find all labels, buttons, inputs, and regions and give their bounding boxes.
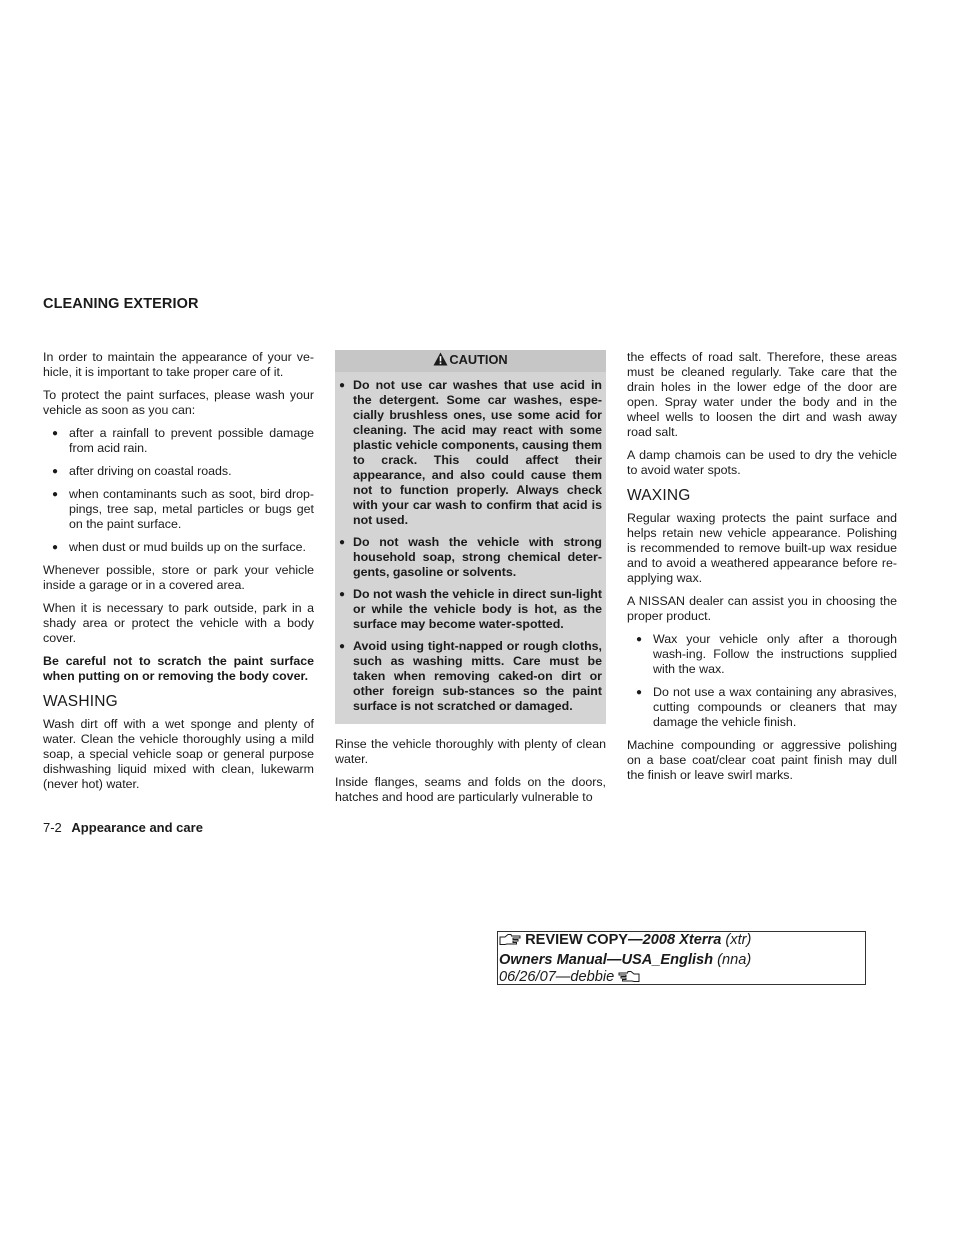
- review-copy-label: REVIEW COPY: [525, 932, 629, 948]
- list-item: ● Do not use a wax containing any abrasives, cutting compounds or cleaners that may damage the vehicle finish.: [636, 685, 897, 729]
- road-salt-paragraph: the effects of road salt. Therefore, these areas must be cleaned regularly. Take care that the drain holes in the lower edge of the door are open. Spray water under the body and in the wheel wells to loosen the dirt and wash away road salt.: [627, 350, 897, 439]
- bullet-icon: ●: [52, 428, 59, 439]
- bullet-icon: ●: [339, 589, 346, 600]
- washing-paragraph: Wash dirt off with a wet sponge and plenty of water. Clean the vehicle thoroughly using a mild soap, a special vehicle soap or general purpose dishwashing liquid mixed with clean, lukewarm (never hot) water.: [43, 717, 314, 791]
- page-number: 7-2: [43, 820, 62, 835]
- intro-paragraph: In order to maintain the appearance of your ve-hicle, it is important to take proper care of it.: [43, 350, 314, 379]
- body-cover-note: Be careful not to scratch the paint surface when putting on or removing the body cover.: [43, 654, 314, 683]
- review-copy-box: [497, 931, 866, 985]
- bullet-icon: ●: [52, 489, 59, 500]
- caution-heading: CAUTION: [449, 352, 508, 367]
- page-footer: [43, 820, 203, 835]
- list-item: ● when dust or mud builds up on the surface.: [52, 540, 306, 554]
- list-item: ● Avoid using tight-napped or rough cloths, such as washing mitts. Care must be taken when removing caked-on dirt or other foreign sub-stances so the paint surface is not scratched or damaged.: [339, 639, 602, 713]
- caution-list: [339, 378, 602, 714]
- bullet-icon: ●: [636, 687, 643, 698]
- column-left: [43, 350, 314, 800]
- review-line-2: [499, 952, 865, 970]
- list-item: ● when contaminants such as soot, bird drop-pings, tree sap, metal particles or bugs get on the paint surface.: [52, 487, 314, 531]
- washing-heading: WASHING: [43, 693, 118, 710]
- rinse-paragraph: Rinse the vehicle thoroughly with plenty of clean water.: [335, 737, 606, 766]
- waxing-heading: WAXING: [627, 487, 691, 504]
- list-item: ● after a rainfall to prevent possible damage from acid rain.: [52, 426, 314, 455]
- column-middle: [335, 350, 606, 813]
- list-item: ● Wax your vehicle only after a thorough wash-ing. Follow the instructions supplied with the wax.: [636, 632, 897, 676]
- bullet-icon: ●: [636, 634, 643, 645]
- caution-box: [335, 350, 606, 724]
- park-paragraph: When it is necessary to park outside, park in a shady area or protect the vehicle with a body cover.: [43, 601, 314, 645]
- list-item: ● after driving on coastal roads.: [52, 464, 232, 478]
- dealer-paragraph: A NISSAN dealer can assist you in choosing the proper product.: [627, 594, 897, 623]
- section-title: CLEANING EXTERIOR: [43, 296, 199, 312]
- review-manual-name: Owners Manual—USA_English: [499, 951, 714, 968]
- bullet-icon: ●: [339, 537, 346, 548]
- bullet-icon: ●: [52, 542, 59, 553]
- pointing-hand-right-icon: [499, 933, 521, 952]
- bullet-icon: ●: [339, 641, 346, 652]
- footer-section-name: Appearance and care: [71, 820, 203, 835]
- inside-flanges-paragraph: Inside flanges, seams and folds on the doors, hatches and hood are particularly vulnerable to: [335, 775, 606, 804]
- store-paragraph: Whenever possible, store or park your vehicle inside a garage or in a covered area.: [43, 563, 314, 592]
- protect-paragraph: To protect the paint surfaces, please wash your vehicle as soon as you can:: [43, 388, 314, 417]
- bullet-icon: ●: [339, 380, 346, 391]
- review-line-3: [499, 969, 865, 989]
- wax-tips-list: [627, 632, 897, 730]
- chamois-paragraph: A damp chamois can be used to dry the vehicle to avoid water spots.: [627, 448, 897, 477]
- review-model-code: (xtr): [721, 932, 752, 948]
- list-item: ● Do not wash the vehicle in direct sun-light or while the vehicle body is hot, as the surface may become water-spotted.: [339, 587, 602, 631]
- machine-compounding-paragraph: Machine compounding or aggressive polishing on a base coat/clear coat paint finish may dull the finish or leave swirl marks.: [627, 738, 897, 782]
- review-model: —2008 Xterra: [628, 932, 722, 948]
- list-item: ● Do not use car washes that use acid in the detergent. Some car washes, espe-cially brushless ones, use some acid for cleaning. The acid may react with some plastic vehicle components, causing them to crack. This could affect their appearance, and also could cause them not to function properly. Always check with your car wash to confirm that acid is not used.: [339, 378, 602, 527]
- column-right: [627, 350, 897, 791]
- review-manual-code: (nna): [713, 951, 752, 968]
- bullet-icon: ●: [52, 466, 59, 477]
- wash-conditions-list: [43, 426, 314, 555]
- review-date-author: 06/26/07—debbie: [499, 969, 615, 985]
- warning-triangle-icon: [433, 352, 448, 369]
- waxing-paragraph: Regular waxing protects the paint surface and helps retain new vehicle appearance. Polishing is recommended to remove built-up wax residue and to avoid a weathered appearance before re-applying wax.: [627, 511, 897, 585]
- caution-header: [335, 350, 606, 372]
- review-line-1: [499, 932, 865, 952]
- pointing-hand-left-icon: [618, 970, 640, 989]
- list-item: ● Do not wash the vehicle with strong household soap, strong chemical deter-gents, gasoline or solvents.: [339, 535, 602, 579]
